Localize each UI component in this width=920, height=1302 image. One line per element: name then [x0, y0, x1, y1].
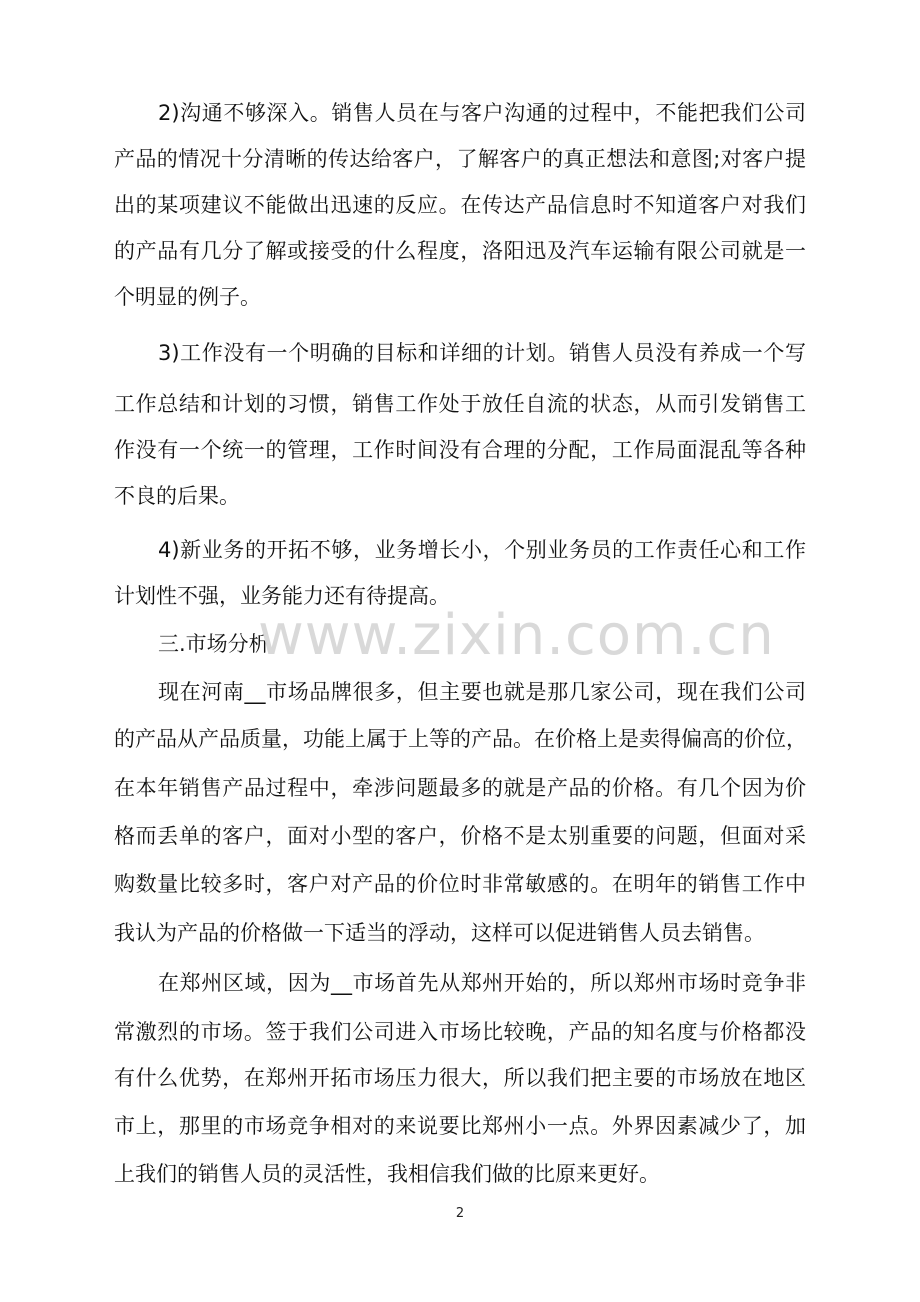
text-line: 市上，那里的市场竞争相对的来说要比郑州小一点。外界因素减少了，加: [114, 1114, 806, 1138]
text-line: 我认为产品的价格做一下适当的浮动，这样可以促进销售人员去销售。: [114, 921, 765, 945]
text-line: 4)新业务的开拓不够，业务增长小，个别业务员的工作责任心和工作: [158, 538, 806, 562]
text-line: 购数量比较多时，客户对产品的价位时非常敏感的。在明年的销售工作中: [114, 872, 806, 896]
page-number: 2: [455, 1206, 465, 1221]
section-heading: 三.市场分析: [158, 632, 270, 656]
text-line: 工作总结和计划的习惯，销售工作处于放任自流的状态，从而引发销售工: [114, 392, 806, 416]
text-line: 计划性不强，业务能力还有待提高。: [114, 584, 450, 608]
text-line: 常激烈的市场。签于我们公司进入市场比较晚，产品的知名度与价格都没: [114, 1020, 806, 1044]
text-line: 的产品从产品质量，功能上属于上等的产品。在价格上是卖得偏高的价位，: [114, 727, 807, 751]
text-line: 出的某项建议不能做出迅速的反应。在传达产品信息时不知道客户对我们: [114, 193, 806, 217]
text-line: 格而丢单的客户，面对小型的客户，价格不是太别重要的问题，但面对采: [114, 824, 806, 848]
text-line: 在本年销售产品过程中，牵涉问题最多的就是产品的价格。有几个因为价: [114, 776, 806, 800]
watermark: www.zixin.com.cn: [258, 603, 775, 668]
text-line: 现在河南__市场品牌很多，但主要也就是那几家公司，现在我们公司: [158, 680, 806, 704]
text-line: 3)工作没有一个明确的目标和详细的计划。销售人员没有养成一个写: [158, 341, 806, 365]
text-line: 的产品有几分了解或接受的什么程度，洛阳迅及汽车运输有限公司就是一: [114, 239, 806, 263]
text-line: 上我们的销售人员的灵活性，我相信我们做的比原来更好。: [114, 1162, 660, 1186]
text-line: 个明显的例子。: [114, 285, 261, 309]
text-line: 作没有一个统一的管理，工作时间没有合理的分配，工作局面混乱等各种: [114, 438, 806, 462]
text-line: 2)沟通不够深入。销售人员在与客户沟通的过程中，不能把我们公司: [158, 101, 806, 125]
text-line: 有什么优势，在郑州开拓市场压力很大，所以我们把主要的市场放在地区: [114, 1066, 806, 1090]
text-line: 不良的后果。: [114, 484, 240, 508]
text-line: 在郑州区域，因为__市场首先从郑州开始的，所以郑州市场时竞争非: [158, 971, 806, 995]
text-line: 产品的情况十分清晰的传达给客户，了解客户的真正想法和意图;对客户提: [114, 147, 806, 171]
